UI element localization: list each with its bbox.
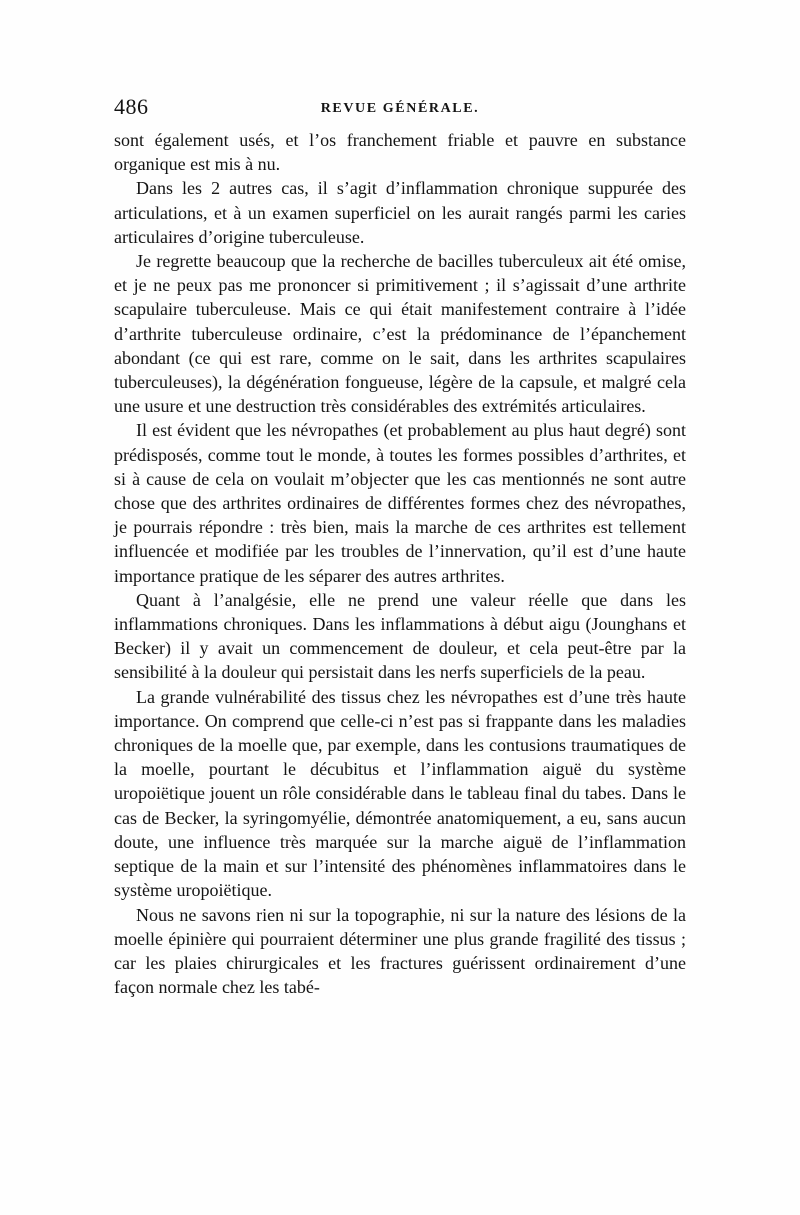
running-title: REVUE GÉNÉRALE. xyxy=(320,101,480,116)
page-header xyxy=(114,92,686,122)
paragraph: Quant à l’analgésie, elle ne prend une valeur réelle que dans les inflammations chroniques. Dans les inflammations à début aigu (Jounghans et Becker) il y avait un commencement de douleur, et cela peut-être par la sensibilité à la douleur qui persistait dans les nerfs superficiels de la peau. xyxy=(114,589,686,683)
page-number: 486 xyxy=(114,94,149,119)
paragraph: Dans les 2 autres cas, il s’agit d’inflammation chronique suppurée des articulations, et à un examen superficiel on les aurait rangés parmi les caries articulaires d’origine tuberculeuse. xyxy=(114,178,686,247)
paragraph: Nous ne savons rien ni sur la topographie, ni sur la nature des lésions de la moelle épinière qui pourraient déterminer une plus grande fragilité des tissus ; car les plaies chirurgicales et les fractures guérissent ordinairement d’une façon normale chez les tabé- xyxy=(114,904,686,998)
paragraph: Je regrette beaucoup que la recherche de bacilles tuberculeux ait été omise, et je ne peux pas me prononcer si primitivement ; il s’agissait d’une arthrite scapulaire tuberculeuse. Mais ce qui était manifestement contraire à l’idée d’arthrite tuberculeuse ordinaire, c’est la prédominance de l’épanchement abondant (ce qui est rare, comme on le sait, dans les arthrites scapulaires tuberculeuses), la dégénération fongueuse, légère de la capsule, et malgré cela une usure et une destruction très considérables des extrémités articulaires. xyxy=(114,251,686,417)
paragraph: La grande vulnérabilité des tissus chez les névropathes est d’une très haute importance. On comprend que celle-ci n’est pas si frappante dans les maladies chroniques de la moelle que, par exemple, dans les contusions traumatiques de la moelle, pourtant le décubitus et l’inflammation aiguë du système uropoiëtique jouent un rôle considérable dans le tableau final du tabes. Dans le cas de Becker, la syringomyélie, démontrée anatomiquement, a eu, sans aucun doute, une influence très marquée sur la marche aiguë de l’inflammation septique de la main et sur l’intensité des phénomènes inflammatoires dans le système uropoiëtique. xyxy=(114,686,686,901)
body-text xyxy=(114,128,686,999)
paragraph: Il est évident que les névropathes (et probablement au plus haut degré) sont prédisposés, comme tout le monde, à toutes les formes possibles d’arthrites, et si à cause de cela on voulait m’objecter que les cas mentionnés ne sont autre chose que des arthrites ordinaires de différentes formes chez des névropathes, je pourrais répondre : très bien, mais la marche de ces arthrites est tellement influencée et modifiée par les troubles de l’innervation, qu’il est d’une haute importance pratique de les séparer des autres arthrites. xyxy=(114,420,686,586)
paragraph-continuation: sont également usés, et l’os franchement friable et pauvre en substance organique est mis à nu. xyxy=(114,130,686,175)
